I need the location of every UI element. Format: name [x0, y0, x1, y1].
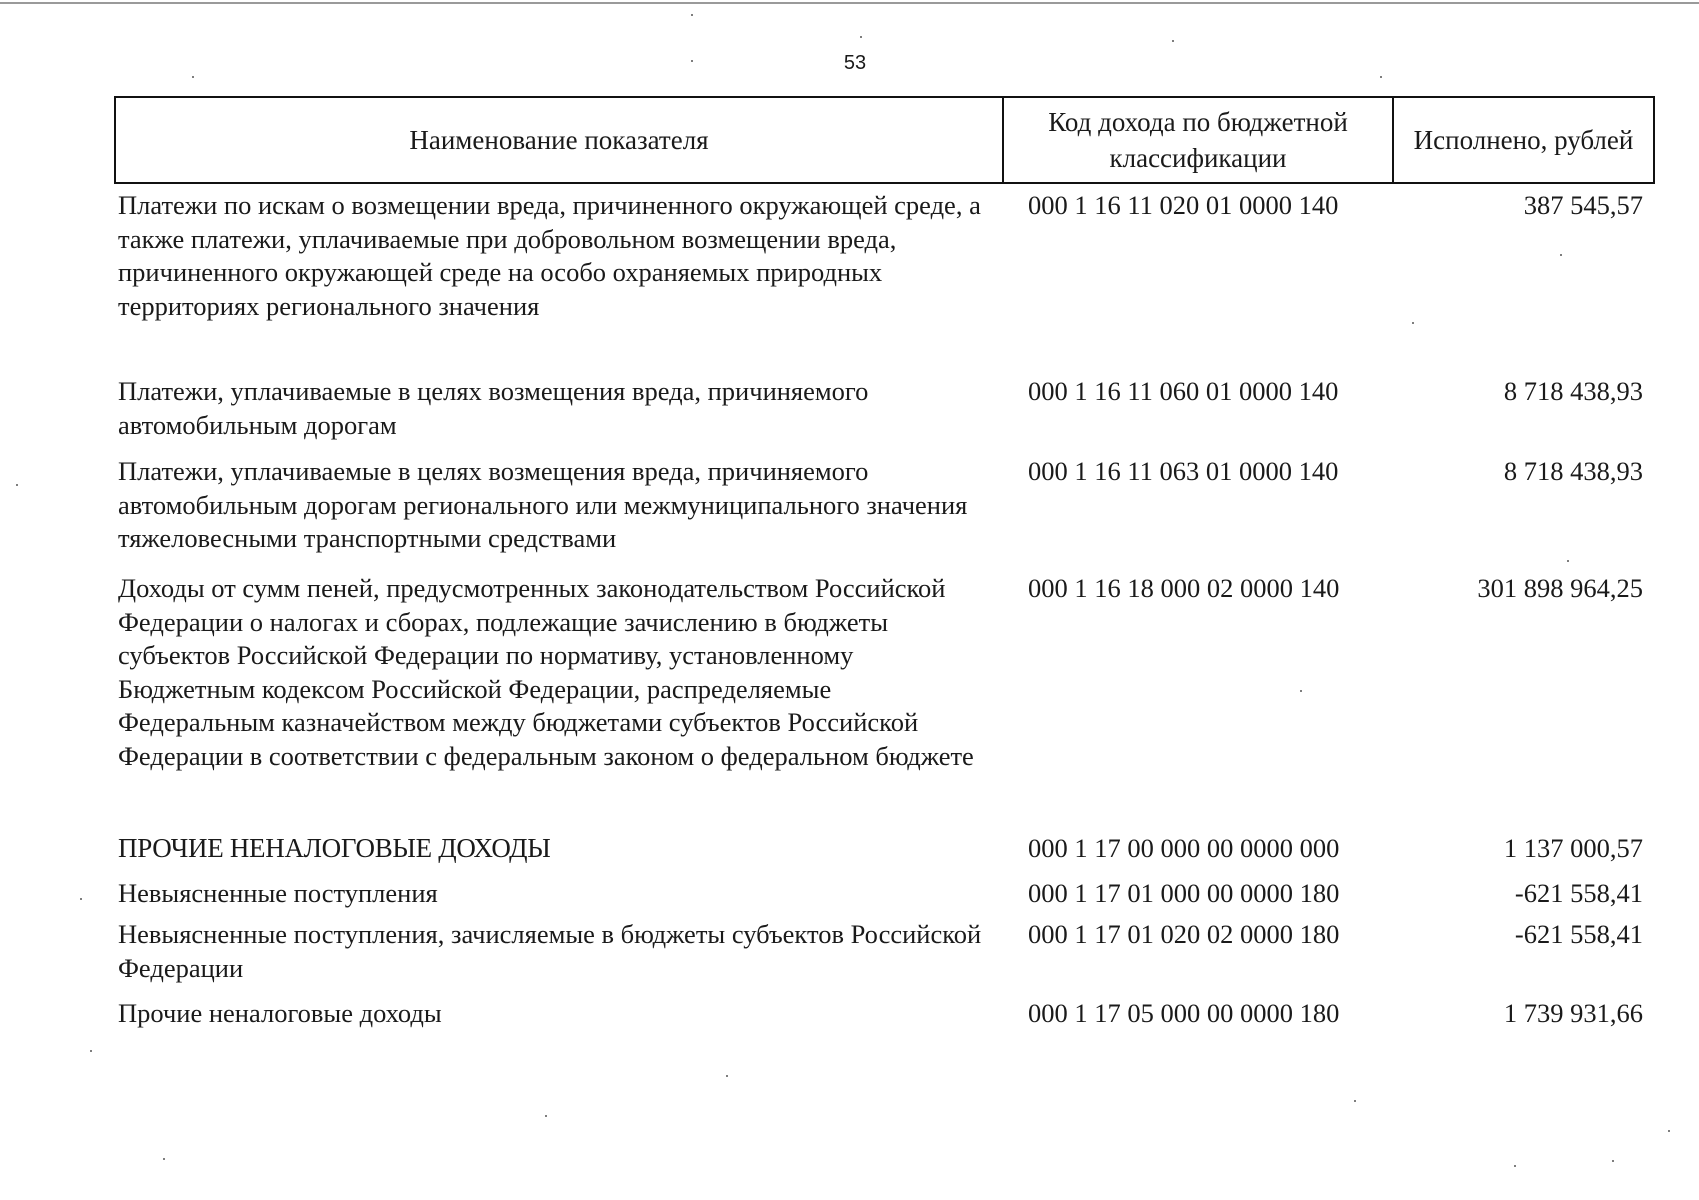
row-amount: 8 718 438,93 — [1503, 456, 1643, 486]
table-row — [114, 455, 1655, 556]
row-amount: 1 739 931,66 — [1503, 998, 1643, 1028]
row-code: 000 1 17 00 000 00 0000 000 — [1028, 833, 1340, 863]
scan-speck — [545, 1115, 547, 1117]
scan-speck — [860, 36, 862, 38]
row-amount: -621 558,41 — [1514, 878, 1643, 908]
scan-speck — [726, 1075, 728, 1077]
scan-speck — [90, 1050, 92, 1052]
scan-speck — [80, 898, 82, 900]
table-row — [114, 189, 1655, 323]
row-name: Платежи по искам о возмещении вреда, причиненного окружающей среде, а также платежи, уплачиваемые при добровольном возмещении вреда, причиненного окружающей среде на особо охраняемых природных территориях регионального значения — [118, 190, 981, 321]
scan-speck — [1560, 254, 1562, 256]
row-amount: 1 137 000,57 — [1503, 833, 1643, 863]
row-name: Доходы от сумм пеней, предусмотренных законодательством Российской Федерации о налогах и сборах, подлежащие зачислению в бюджеты субъектов Российской Федерации по нормативу, установленному Бюджетным кодексом Российской Федерации, распределяемые Федеральным казначейством между бюджетами субъектов Российской Федерации в соответствии с федеральным законом о федеральном бюджете — [118, 573, 974, 771]
scan-speck — [1354, 1100, 1356, 1102]
row-name: Прочие неналоговые доходы — [118, 998, 442, 1028]
table-header — [114, 96, 1655, 184]
row-amount: 8 718 438,93 — [1503, 376, 1643, 406]
row-code: 000 1 17 01 020 02 0000 180 — [1028, 919, 1340, 949]
row-code: 000 1 16 18 000 02 0000 140 — [1028, 573, 1340, 603]
table-row — [114, 375, 1655, 442]
scan-edge-line — [0, 2, 1699, 4]
header-amount: Исполнено, рублей — [1394, 96, 1655, 184]
scan-speck — [16, 484, 18, 486]
row-code: 000 1 16 11 020 01 0000 140 — [1028, 190, 1339, 220]
row-amount: 301 898 964,25 — [1477, 573, 1643, 603]
header-name: Наименование показателя — [114, 96, 1004, 184]
row-name: Платежи, уплачиваемые в целях возмещения вреда, причиняемого автомобильным дорогам регионального или межмуниципального значения тяжеловесными транспортными средствами — [118, 456, 968, 553]
row-name: ПРОЧИЕ НЕНАЛОГОВЫЕ ДОХОДЫ — [118, 833, 551, 863]
row-code: 000 1 17 05 000 00 0000 180 — [1028, 998, 1340, 1028]
row-name: Платежи, уплачиваемые в целях возмещения вреда, причиняемого автомобильным дорогам — [118, 376, 869, 440]
scan-speck — [1567, 560, 1569, 562]
scan-speck — [1380, 76, 1382, 78]
row-code: 000 1 16 11 060 01 0000 140 — [1028, 376, 1339, 406]
row-amount: 387 545,57 — [1523, 190, 1643, 220]
table-row — [114, 572, 1655, 773]
row-code: 000 1 17 01 000 00 0000 180 — [1028, 878, 1340, 908]
table-row — [114, 997, 1655, 1031]
scan-speck — [1412, 322, 1414, 324]
header-code: Код дохода по бюджетной классификации — [1004, 96, 1394, 184]
row-name: Невыясненные поступления — [118, 878, 438, 908]
row-code: 000 1 16 11 063 01 0000 140 — [1028, 456, 1339, 486]
table-row — [114, 877, 1655, 911]
table-row — [114, 918, 1655, 985]
scan-speck — [192, 76, 194, 78]
row-name: Невыясненные поступления, зачисляемые в бюджеты субъектов Российской Федерации — [118, 919, 982, 983]
row-amount: -621 558,41 — [1514, 919, 1643, 949]
scan-speck — [691, 14, 693, 16]
scan-speck — [1612, 1160, 1614, 1162]
table-row — [114, 832, 1655, 866]
scan-speck — [1172, 40, 1174, 42]
page-number: 53 — [843, 52, 867, 74]
scan-speck — [691, 60, 693, 62]
scan-speck — [1514, 1165, 1516, 1167]
scan-speck — [1668, 1130, 1670, 1132]
scan-speck — [1300, 690, 1302, 692]
scan-speck — [163, 1158, 165, 1160]
